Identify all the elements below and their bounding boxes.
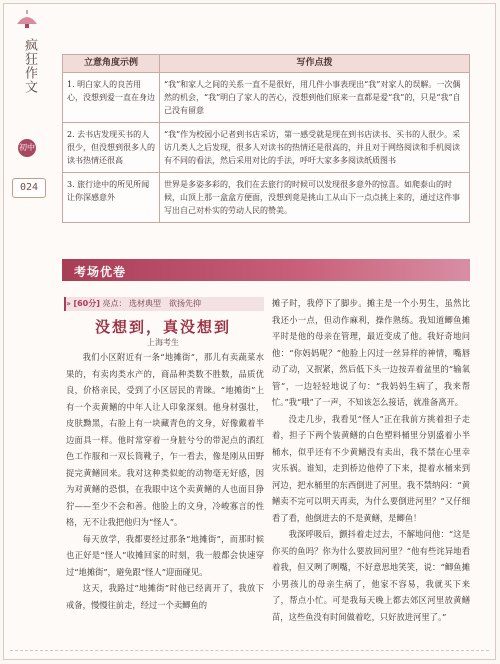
table-row (63, 173, 470, 223)
sidebar (4, 4, 50, 264)
essay-paragraph: 这天，我路过“地摊街”时他已经离开了，我放下戒备，慢慢往前走，经过一个卖鲫鱼的 (66, 583, 264, 610)
essay-column-left (66, 349, 264, 613)
table-cell-tip: “我”和家人之间的关系一直不是很好，用几件小事表现出“我”对家人的误解。一次偶然的机会，“我”明白了家人的苦心，没想到他们原来一直都是爱“我”的，只是“我”自己没有留意 (160, 73, 470, 123)
table-header-row (63, 55, 470, 73)
writing-tips-table (62, 54, 470, 223)
score-badge: [60分] (73, 299, 100, 308)
lamp-icon (13, 10, 41, 32)
page-number: 024 (12, 178, 46, 198)
section-banner (62, 259, 470, 281)
table-row (63, 73, 470, 123)
table-cell-angle: 2. 去书店发现买书的人很少，但没想到很多人的读书热情还很高 (63, 123, 160, 173)
table-cell-tip: 世界是多姿多彩的，我们在去旅行的时候可以发现很多意外的惊喜。如爬泰山的时候，山顶上那一盒盒方便面，没想到竟是挑山工从山下一点点挑上来的，通过这件事写出自己对朴实的劳动人民的赞美。 (160, 173, 470, 223)
table-row (63, 123, 470, 173)
essay-paragraph: 摊子时，我停下了脚步。摊主是一个小男生，虽然比我还小一点，但动作麻利，操作熟练。我知道鲫鱼摊平时是他的母亲在管理，最近变成了他。我好奇地问他：“你妈妈呢？”他脸上闪过一丝异样的神情，嘴唇动了动，又抿紧，然后低下头一边按弄着盆里的“输氧管”，一边轻轻地说了句：“我妈妈生病了，我来帮忙。”我“哦”了一声，不知该怎么接话，就准备离开。 (272, 298, 470, 407)
sidebar-title: 疯狂作文 (22, 38, 37, 94)
essay-column-right (272, 295, 470, 625)
essay-paragraph: 我们小区附近有一条“地摊街”，那儿有卖蔬菜水果的，有卖肉类水产的，商品种类数不胜数，品质优良，价格亲民，受到了小区居民的青睐。“地摊街”上有一个卖黄鳝的中年人让人印象深刻。他身材强壮，皮肤黝黑，右脸上有一块藏青色的文身，好像戴着半边面具一样。他时常穿着一身脏兮兮的带泥点的酒红色工作服和一双长筒靴子，乍一看去，像是刚从田野捉完黄鳝回来。我对这种类似蛇的动物毫无好感，因为对黄鳝的恐惧，在我眼中这个卖黄鳝的人也面目狰狞——至少不会和善。他脸上的文身，冷峻寡言的性格，无不让我把他归为“怪人”。 (66, 352, 264, 527)
table-cell-angle: 1. 明白家人的良苦用心，没想到爱一直在身边 (63, 73, 160, 123)
essay-paragraph: 每天放学，我都要经过那条“地摊街”，而那时候也正好是“怪人”收摊回家的时刻，我一般都会快速穿过“地摊街”，避免跟“怪人”迎面碰见。 (66, 533, 264, 577)
essay-title: 没想到，真没想到 (94, 318, 231, 336)
essay-paragraph: 没走几步，我看见“怪人”正在我前方挑着担子走着，担子下两个装黄鳝的白色塑料桶里分别盛着小半桶水，似乎还有不少黄鳝没有卖出，我不禁在心里幸灾乐祸。谁知，走到桥边他停了下来，提着水桶来到河边，把水桶里的东西倒进了河里。我不禁纳闷：“黄鳝卖不完可以明天再卖，为什么要倒进河里？”又仔细看了看，他倒进去的不是黄鳝，是鲫鱼！ (272, 413, 470, 523)
highlight-label: 亮点： (102, 299, 127, 308)
highlight-bar (64, 297, 264, 311)
highlight-prefix: » (66, 299, 71, 308)
essay-author: 上海考生 (147, 338, 179, 347)
essay-paragraph: 我深呼吸后，颤抖着走过去，不解地问他：“这是你买的鱼吗？你为什么要放回河里？”他有些诧异地看着我，但又咧了咧嘴，不好意思地笑笑，说：“鲫鱼摊小男孩儿的母亲生病了，他家不容易，我就买下来了，帮点小忙。可是我每天晚上都去郊区河里放黄鳝苗，这些鱼没有时间做着吃，只好放进河里了。” (272, 529, 470, 622)
section-banner-title: 考场优卷 (74, 265, 127, 279)
table-cell-tip: “我”作为校园小记者到书店采访，第一感受就是现在到书店读书、买书的人很少。采访几类人之后发现，很多人对读书的热情还是很高的，并且对于网络阅读和手机阅读有不同的看法，然后采用对比的手法，呼吁大家多多阅读纸质图书 (160, 123, 470, 173)
page (3, 3, 496, 660)
table-cell-angle: 3. 旅行途中的所见所闻让你深感意外 (63, 173, 160, 223)
table-header: 写作点拨 (160, 55, 470, 73)
page-bottom-rule (10, 650, 489, 651)
sidebar-badge: 初中 (18, 139, 36, 157)
highlight-text: 选材典型 欲扬先抑 (129, 299, 201, 308)
table-header: 立意角度示例 (63, 55, 160, 73)
